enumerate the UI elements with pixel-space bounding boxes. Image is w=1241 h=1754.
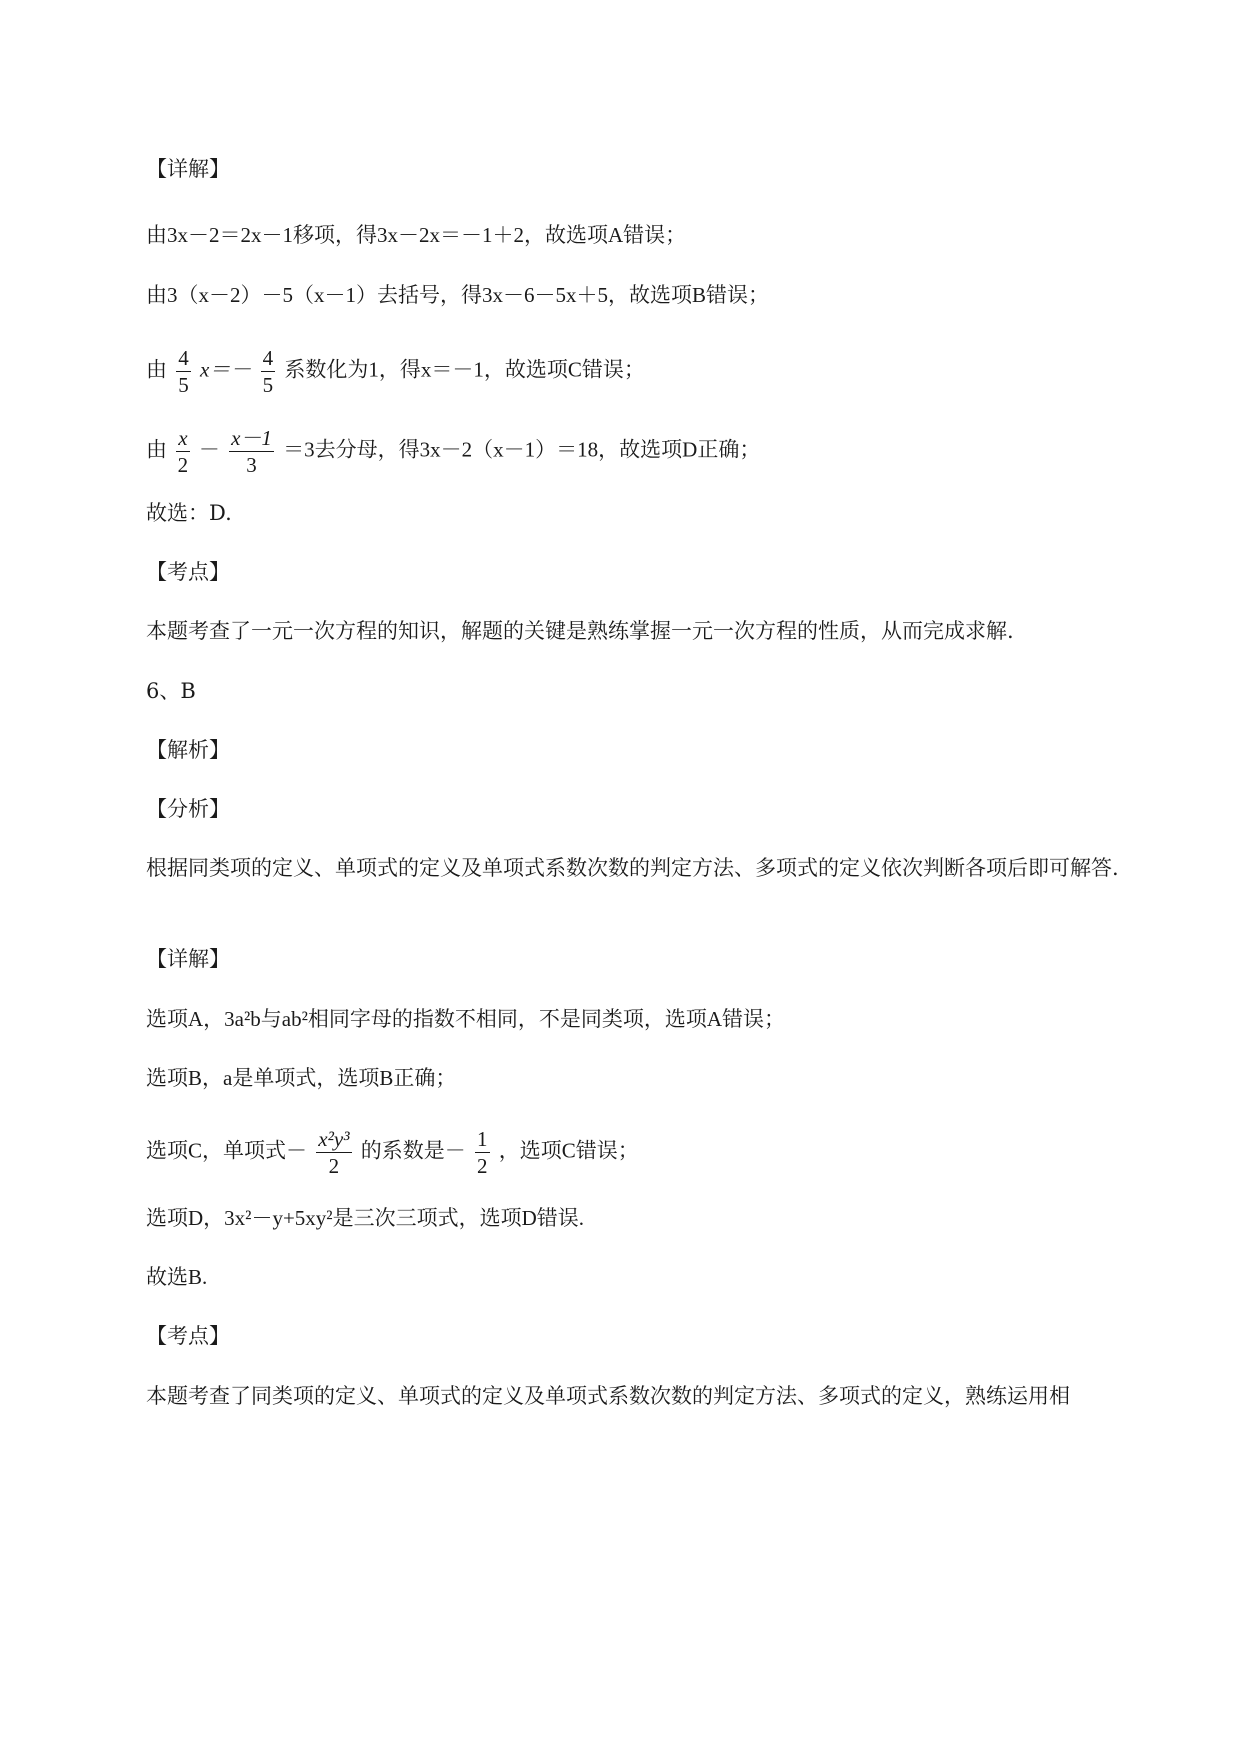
- answer-line: 故选：D.: [146, 501, 232, 525]
- detail-heading: 【详解】: [146, 947, 230, 971]
- fraction: [176, 345, 191, 398]
- fraction-numerator: x－1: [231, 426, 272, 450]
- opt-c-suffix: ，选项C错误；: [498, 1138, 639, 1163]
- fraction-denominator: 2: [328, 1154, 340, 1178]
- solution-line-d: [146, 425, 760, 478]
- point-heading: 【考点】: [146, 560, 230, 584]
- question-number: 6、B: [146, 679, 196, 703]
- fraction: [229, 425, 274, 478]
- line-d-minus: －: [198, 437, 220, 462]
- fraction: [261, 345, 276, 398]
- fraction-numerator: 1: [477, 1127, 488, 1151]
- fraction-numerator: x²y³: [318, 1127, 350, 1151]
- fraction-numerator: 4: [178, 346, 189, 370]
- fraction-denominator: 5: [262, 373, 274, 397]
- fraction-numerator: x: [178, 426, 188, 450]
- solution-line-a: 由3x－2＝2x－1移项，得3x－2x＝－1＋2，故选项A错误；: [146, 223, 687, 247]
- option-a-line: 选项A，3a²b与ab²相同字母的指数不相同，不是同类项，选项A错误；: [146, 1007, 786, 1031]
- option-d-line: 选项D，3x²－y+5xy²是三次三项式，选项D错误.: [146, 1206, 585, 1230]
- fraction: [176, 425, 189, 478]
- opt-c-mid: 的系数是－: [360, 1138, 466, 1163]
- point-text: 本题考查了同类项的定义、单项式的定义及单项式系数次数的判定方法、多项式的定义，熟练运用相: [146, 1384, 1070, 1408]
- detail-heading: 【详解】: [146, 157, 230, 181]
- fraction: [475, 1126, 490, 1179]
- point-heading: 【考点】: [146, 1324, 230, 1348]
- fraction-denominator: 3: [246, 453, 257, 477]
- fraction: [316, 1126, 351, 1179]
- analyze-text: 根据同类项的定义、单项式的定义及单项式系数次数的判定方法、多项式的定义依次判断各项后即可解答.: [146, 856, 1119, 880]
- fraction-denominator: 2: [477, 1154, 488, 1178]
- line-d-suffix: ＝3去分母，得3x－2（x－1）＝18，故选项D正确；: [283, 437, 761, 462]
- opt-c-prefix: 选项C，单项式－: [146, 1138, 308, 1163]
- analyze-heading: 【分析】: [146, 797, 230, 821]
- solution-line-c: [146, 345, 645, 398]
- option-c-line: [146, 1126, 639, 1179]
- point-text: 本题考查了一元一次方程的知识，解题的关键是熟练掌握一元一次方程的性质，从而完成求解.: [146, 619, 1014, 643]
- line-c-suffix: 系数化为1，得x＝－1，故选项C错误；: [284, 357, 645, 382]
- analysis-heading: 【解析】: [146, 738, 230, 762]
- solution-line-b: 由3（x－2）－5（x－1）去括号，得3x－6－5x＋5，故选项B错误；: [146, 283, 770, 307]
- answer-line: 故选B.: [146, 1265, 208, 1289]
- line-c-mid: x＝－: [200, 357, 252, 382]
- line-d-prefix: 由: [146, 437, 167, 462]
- line-c-prefix: 由: [146, 357, 167, 382]
- fraction-denominator: 2: [177, 453, 189, 477]
- option-b-line: 选项B，a是单项式，选项B正确；: [146, 1066, 457, 1090]
- fraction-denominator: 5: [178, 373, 189, 397]
- fraction-numerator: 4: [262, 346, 274, 370]
